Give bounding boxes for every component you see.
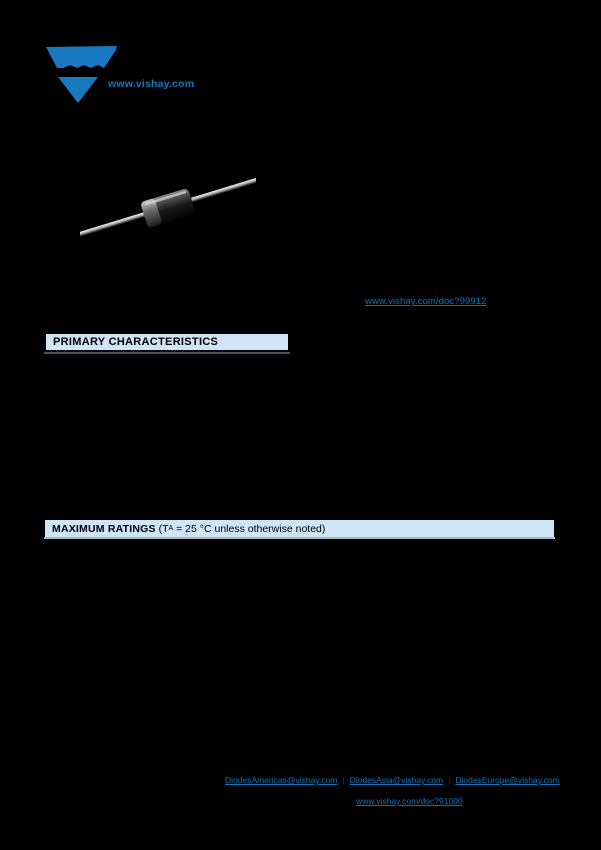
maximum-ratings-condition-sub: A <box>168 525 174 532</box>
vishay-website-link[interactable]: www.vishay.com <box>108 78 195 90</box>
vishay-wordmark-logo <box>46 46 117 68</box>
vishay-triangle-icon <box>58 77 98 103</box>
footer-contact-links <box>225 775 560 785</box>
maximum-ratings-condition-pre: (T <box>155 522 169 535</box>
primary-table-edge <box>44 352 290 354</box>
primary-characteristics-title: PRIMARY CHARACTERISTICS <box>53 336 219 348</box>
maximum-ratings-table-edge <box>44 537 555 539</box>
footer-link-diodes-americas[interactable]: DiodesAmericas@vishay.com <box>225 775 338 785</box>
footer-separator: | <box>448 775 451 785</box>
footer-separator: | <box>342 775 345 785</box>
footer-link-diodes-asia[interactable]: DiodesAsia@vishay.com <box>349 775 444 785</box>
footer-link-diodes-europe[interactable]: DiodesEurope@vishay.com <box>455 775 560 785</box>
footer-disclaimer-doc-link[interactable]: www.vishay.com/doc?91000 <box>356 796 463 806</box>
maximum-ratings-title: MAXIMUM RATINGS <box>52 522 156 535</box>
diode-product-photo <box>80 168 256 248</box>
primary-characteristics-header <box>44 332 290 352</box>
maximum-ratings-condition-post: = 25 °C unless otherwise noted) <box>173 522 326 535</box>
material-categorization-doc-link[interactable]: www.vishay.com/doc?99912 <box>365 296 487 307</box>
maximum-ratings-header <box>44 519 555 538</box>
